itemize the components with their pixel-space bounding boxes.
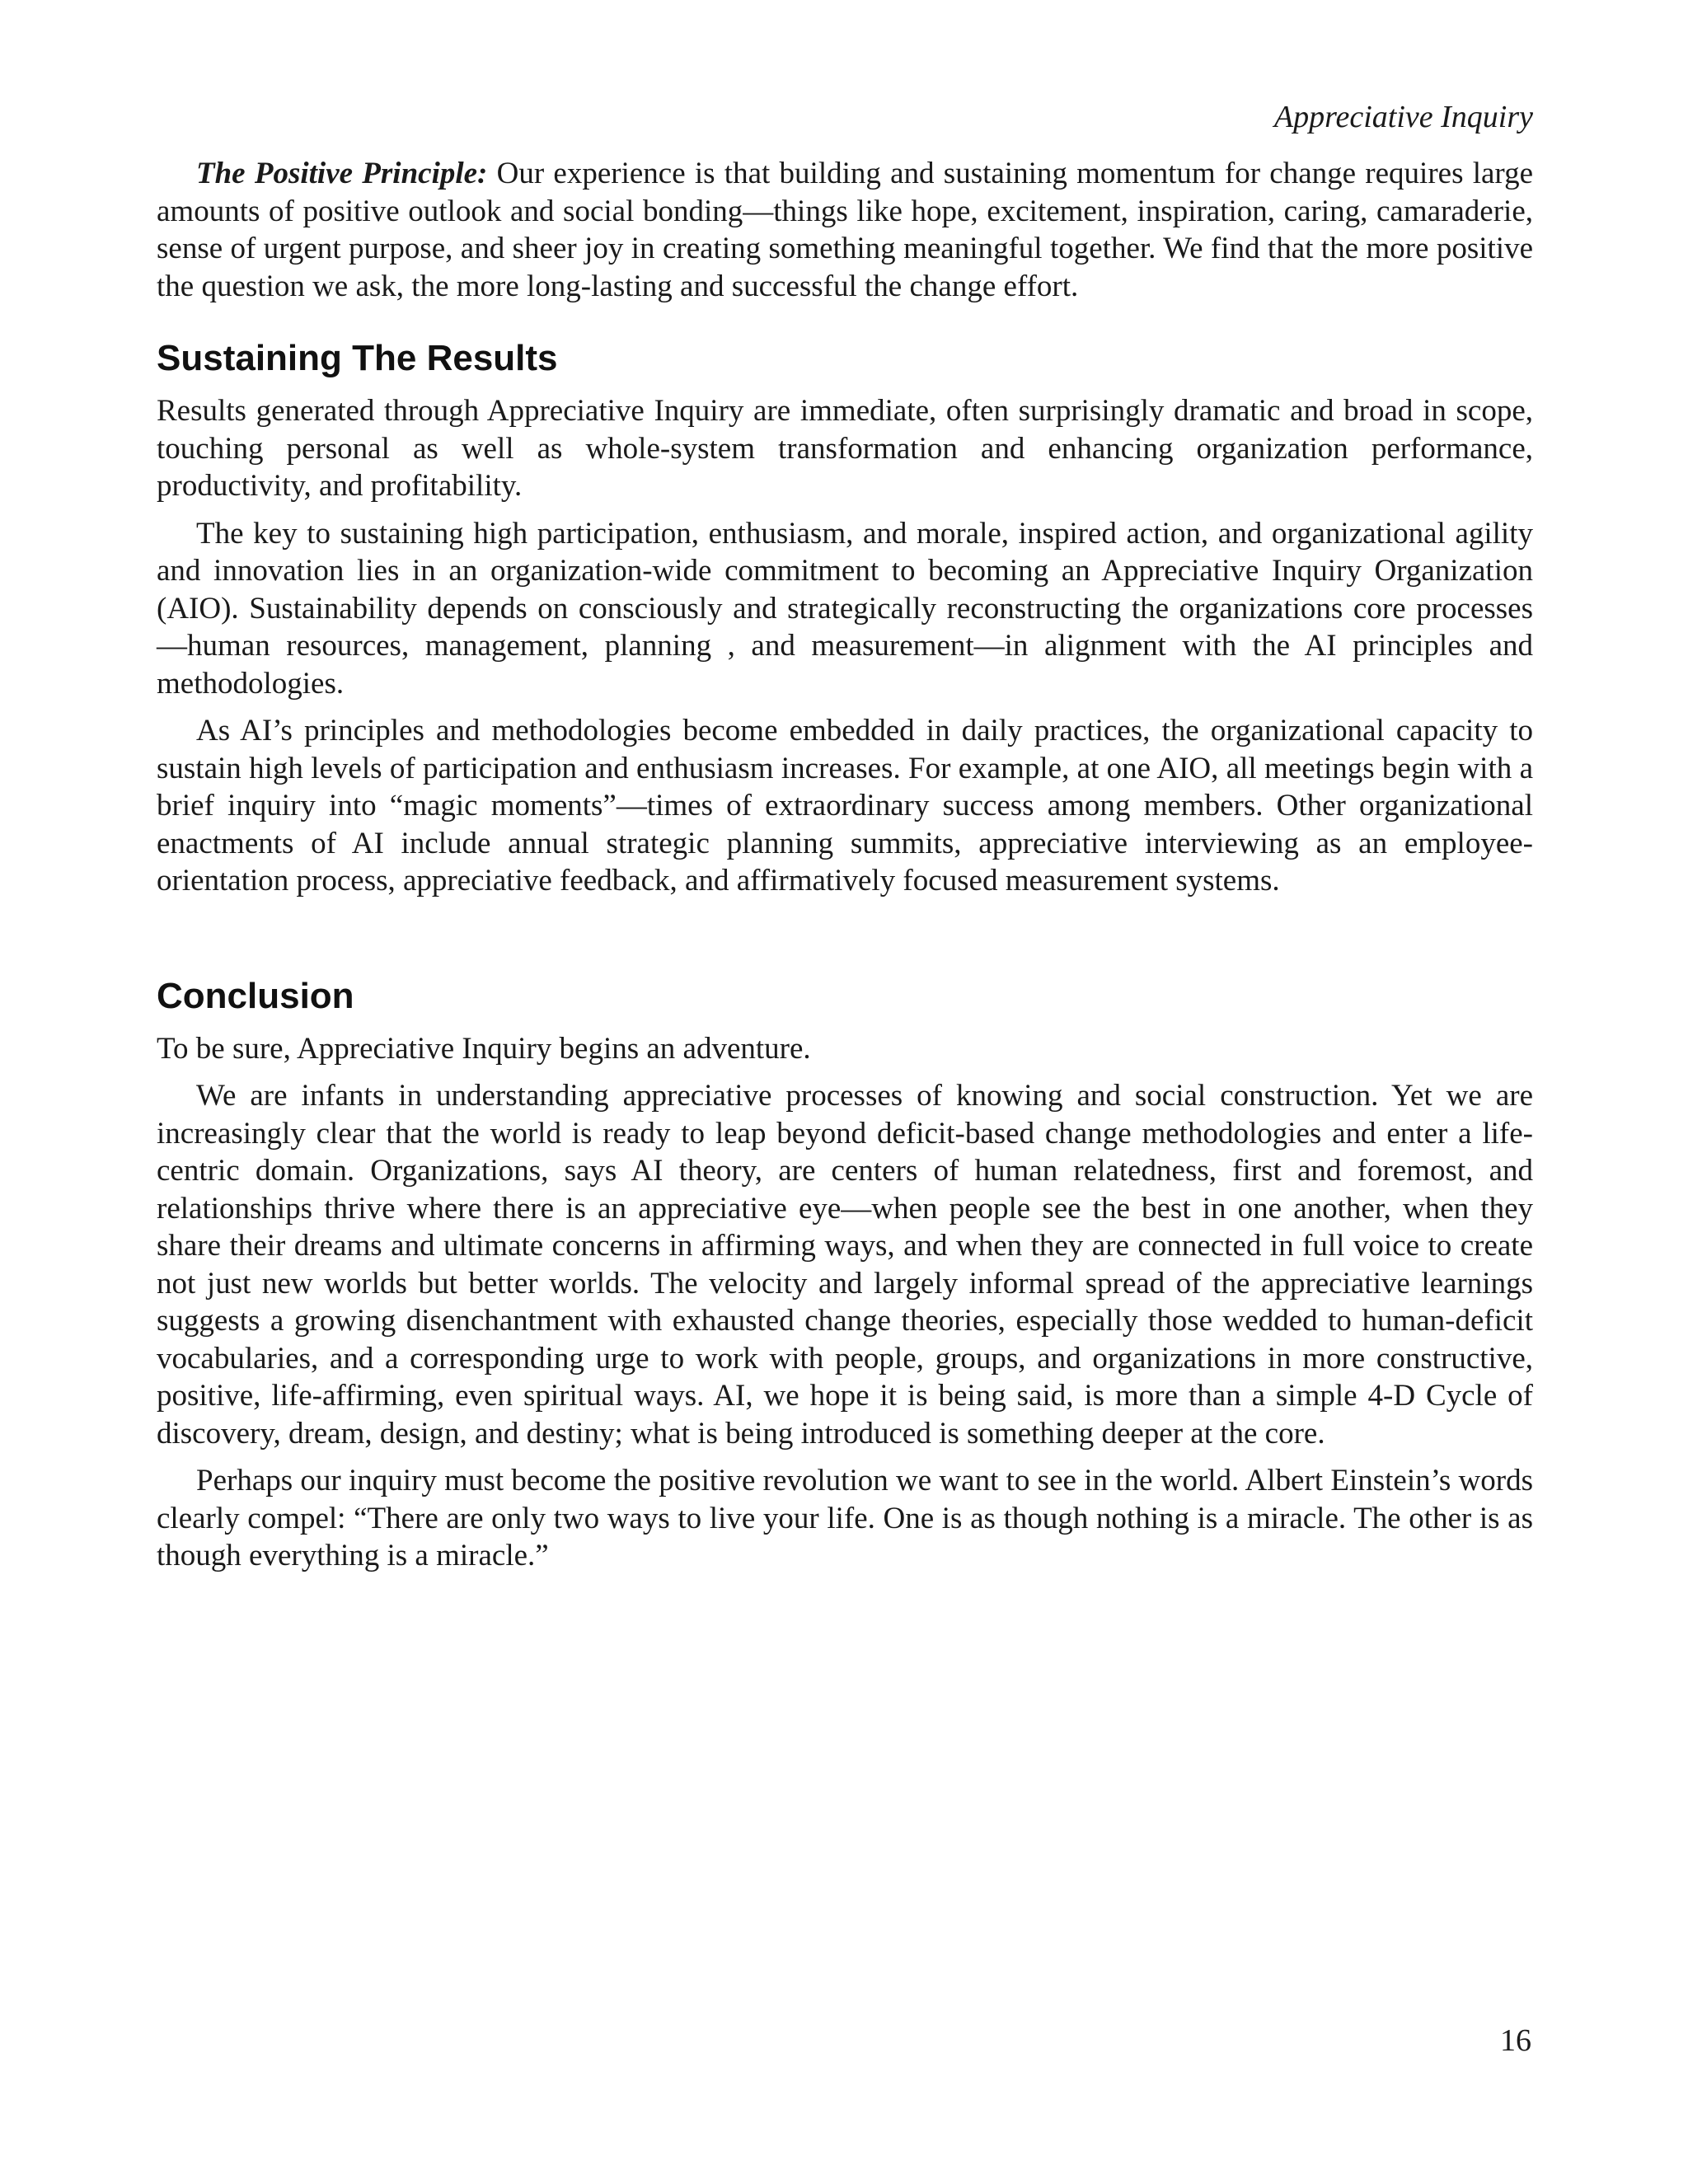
- page-body: [157, 155, 1533, 1585]
- conclusion-paragraph-1: To be sure, Appreciative Inquiry begins an adventure.: [157, 1031, 811, 1066]
- sustaining-paragraph-1: Results generated through Appreciative Inquiry are immediate, often surprisingly dramatic and broad in scope, touching personal as well as whole-system transformation and enhancing organization performance, productivity, and profitability.: [157, 394, 1533, 503]
- running-header: Appreciative Inquiry: [1273, 100, 1533, 134]
- sustaining-paragraph-2: The key to sustaining high participation, enthusiasm, and morale, inspired action, and organizational agility and innovation lies in an organization-wide commitment to becoming an Appreciative Inquiry Organization (AIO). Sustainability depends on consciously and strategically reconstructing the organizations core processes—human resources, management, planning , and measurement—in alignment with the AI principles and methodologies.: [157, 516, 1533, 701]
- conclusion-paragraph-3: Perhaps our inquiry must become the positive revolution we want to see in the world. Albert Einstein’s words clearly compel: “There are only two ways to live your life. One is as though nothing is a miracle. The other is as though everything is a miracle.”: [157, 1464, 1533, 1572]
- page-number: 16: [1500, 2023, 1531, 2058]
- section-heading-sustaining-results: Sustaining The Results: [157, 338, 558, 378]
- conclusion-paragraph-2: We are infants in understanding appreciative processes of knowing and social construction. Yet we are increasingly clear that the world is ready to leap beyond deficit-based change methodologies and enter a life-centric domain. Organizations, says AI theory, are centers of human relatedness, first and foremost, and relationships thrive where there is an appreciative eye—when people see the best in one another, when they share their dreams and ultimate concerns in affirming ways, and when they are connected in full voice to create not just new worlds but better worlds. The velocity and largely informal spread of the appreciative learnings suggests a growing disenchantment with exhausted change theories, especially those wedded to human-deficit vocabularies, and a corresponding urge to work with people, groups, and organizations in more constructive, positive, life-affirming, even spiritual ways. AI, we hope it is being said, is more than a simple 4-D Cycle of discovery, dream, design, and destiny; what is being introduced is something deeper at the core.: [157, 1079, 1533, 1451]
- principle-term: The Positive Principle:: [196, 157, 488, 190]
- section-heading-conclusion: Conclusion: [157, 975, 354, 1016]
- positive-principle-paragraph: [157, 155, 1533, 305]
- sustaining-paragraph-3: As AI’s principles and methodologies become embedded in daily practices, the organizational capacity to sustain high levels of participation and enthusiasm increases. For example, at one AIO, all meetings begin with a brief inquiry into “magic moments”—times of extraordinary success among members. Other organizational enactments of AI include annual strategic planning summits, appreciative interviewing as an employee-orientation process, appreciative feedback, and affirmatively focused measurement systems.: [157, 714, 1533, 898]
- principle-text: Our experience is that building and sustaining momentum for change requires large amounts of positive outlook and social bonding—things like hope, excitement, inspiration, caring, camaraderie, sense of urgent purpose, and sheer joy in creating something meaningful together. We find that the more positive the question we ask, the more long-lasting and successful the change effort.: [157, 157, 1533, 303]
